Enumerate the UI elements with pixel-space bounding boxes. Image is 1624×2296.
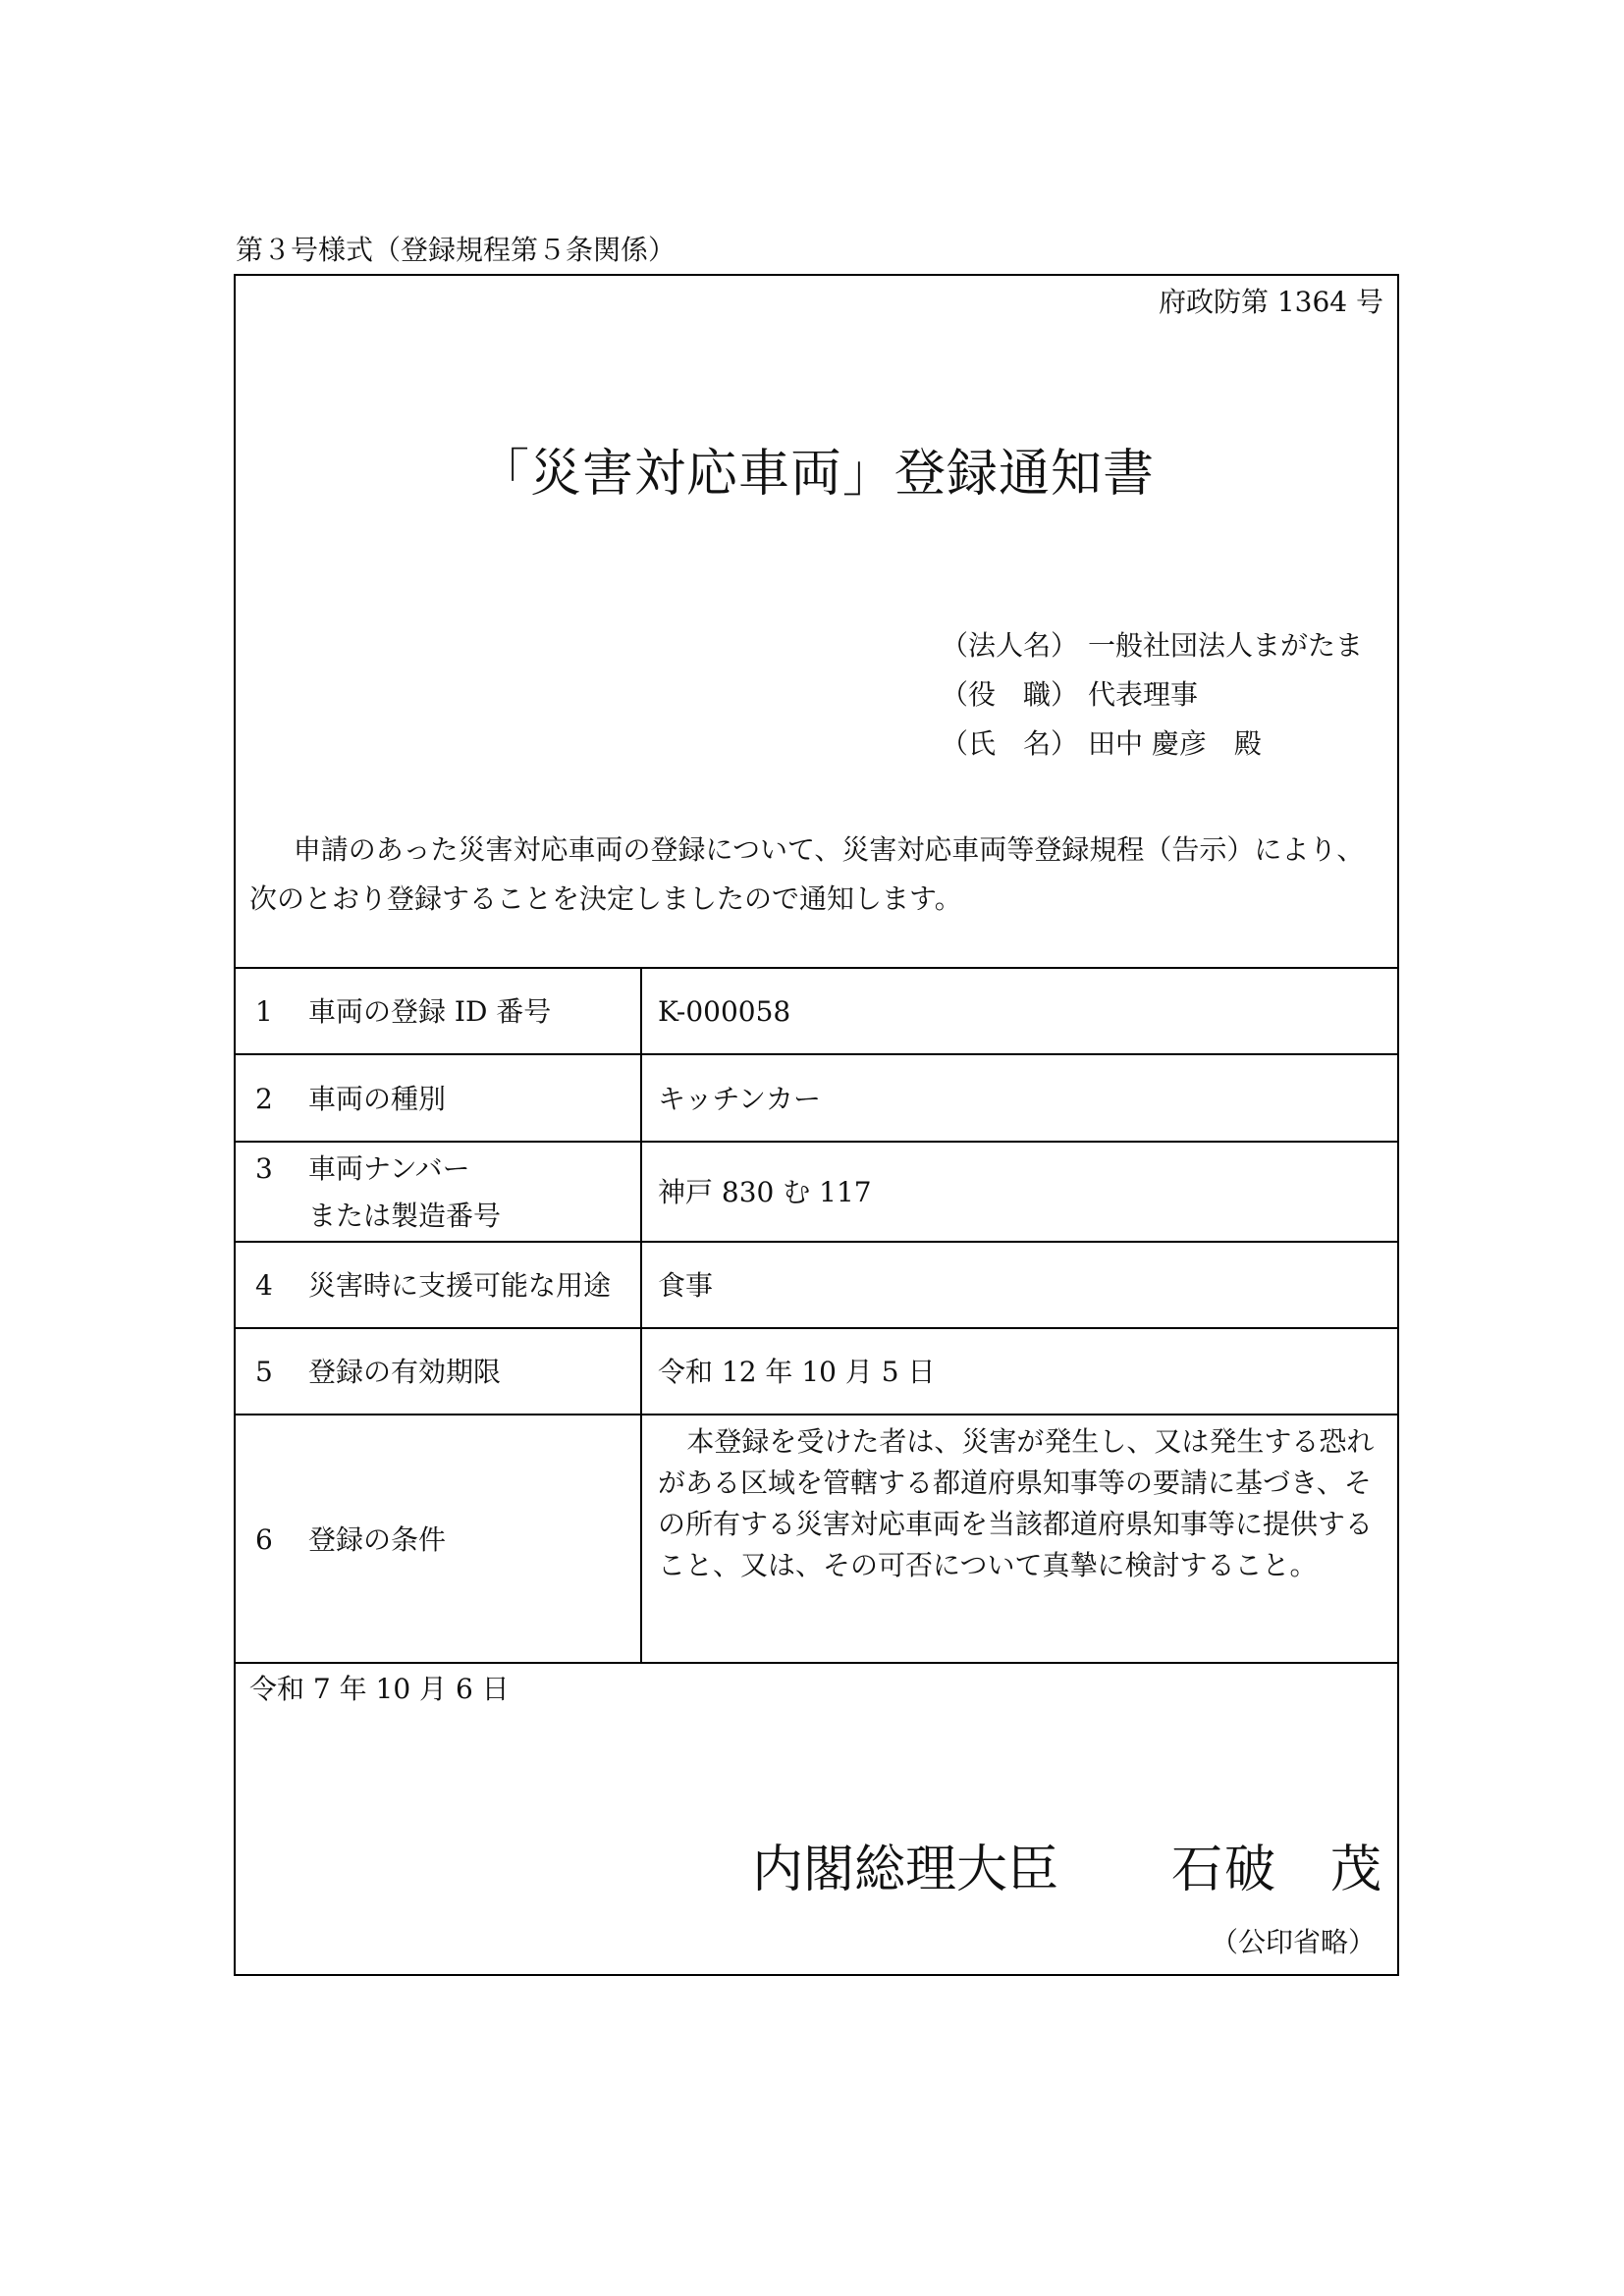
row-value: キッチンカー: [658, 1082, 822, 1115]
row-label: 車両の登録 ID 番号: [308, 995, 552, 1028]
seal-omitted-note: （公印省略）: [1210, 1926, 1376, 1958]
row-number: 3: [255, 1152, 273, 1185]
row-value-cell: [642, 1243, 1397, 1329]
name-label: （氏 名）: [941, 727, 1079, 760]
issuer-block: [236, 1662, 1397, 1974]
position-value: 代表理事: [1088, 678, 1199, 711]
position-label: （役 職）: [941, 678, 1079, 711]
row-number: 1: [255, 995, 273, 1028]
table-row: [236, 1241, 1397, 1329]
document-title: 「災害対応車両」登録通知書: [477, 445, 1155, 504]
row-value-cell: [642, 969, 1397, 1055]
row-label-cell: [236, 1143, 642, 1243]
intro-text: 申請のあった災害対応車両の登録について、災害対応車両等登録規程（告示）により、次のとおり登録することを決定しましたので通知します。: [249, 833, 1365, 915]
table-row: [236, 1327, 1397, 1415]
document-number: 府政防第 1364 号: [1158, 286, 1383, 318]
row-label: 登録の条件: [308, 1522, 447, 1556]
name-value: 田中 慶彦 殿: [1088, 727, 1262, 760]
addressee-name: [941, 725, 1262, 763]
row-label: 災害時に支援可能な用途: [308, 1269, 612, 1302]
row-value: 食事: [658, 1269, 714, 1302]
table-row: [236, 1414, 1397, 1664]
table-row: [236, 967, 1397, 1055]
table-row: [236, 1053, 1397, 1143]
notice-frame: [234, 274, 1399, 1976]
row-number: 5: [255, 1356, 273, 1388]
notice-header: [236, 276, 1397, 969]
row-label-line2: または製造番号: [308, 1200, 502, 1232]
table-row: [236, 1141, 1397, 1243]
corporation-label: （法人名）: [941, 629, 1079, 662]
row-value: K-000058: [658, 995, 791, 1028]
row-label-cell: [236, 969, 642, 1055]
row-label-cell: [236, 1329, 642, 1415]
row-label-cell: [236, 1243, 642, 1329]
issuer-name: 石破 茂: [1170, 1841, 1383, 1899]
form-caption: 第３号様式（登録規程第５条関係）: [236, 234, 677, 266]
row-label: 車両の種別: [308, 1082, 447, 1115]
row-number: 4: [255, 1269, 273, 1302]
row-number: 2: [255, 1082, 273, 1115]
row-label-cell: [236, 1055, 642, 1143]
corporation-value: 一般社団法人まがたま: [1088, 629, 1364, 662]
row-value: 神戸 830 む 117: [658, 1176, 872, 1208]
issuer-signature: [752, 1839, 1383, 1901]
row-label: 車両ナンバー: [308, 1152, 470, 1185]
addressee-corporation: [941, 627, 1363, 665]
addressee-position: [941, 676, 1198, 714]
row-value: 令和 12 年 10 月 5 日: [658, 1356, 936, 1388]
row-value-cell: [642, 1055, 1397, 1143]
row-value-cell: [642, 1143, 1397, 1243]
row-value-cell: [642, 1329, 1397, 1415]
row-number: 6: [255, 1522, 273, 1556]
row-label-cell: [236, 1415, 642, 1664]
row-label: 登録の有効期限: [308, 1356, 502, 1388]
registration-conditions-text: 本登録を受けた者は、災害が発生し、又は発生する恐れがある区域を管轄する都道府県知事等の要請に基づき、その所有する災害対応車両を当該都道府県知事等に提供すること、又は、その可否について真摯に検討すること。: [658, 1425, 1375, 1581]
issuer-title: 内閣総理大臣: [751, 1841, 1058, 1899]
row-value-cell: [642, 1415, 1397, 1664]
issue-date: 令和 7 年 10 月 6 日: [249, 1673, 510, 1705]
